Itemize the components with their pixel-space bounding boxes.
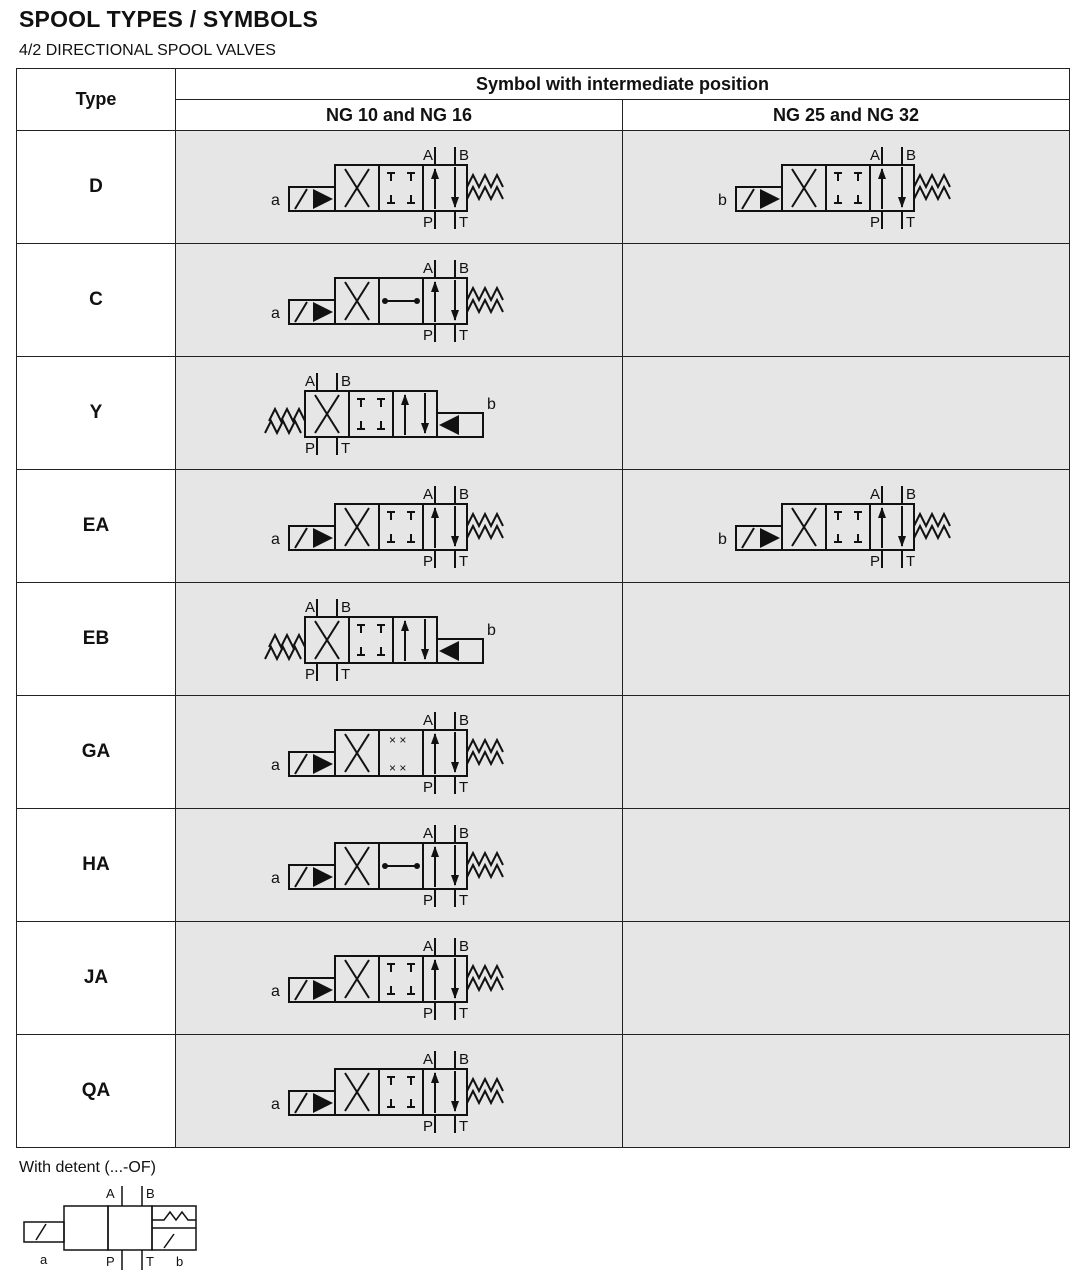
valve-symbol-icon: [259, 589, 539, 689]
spool-type-cell: GA: [17, 696, 176, 809]
table-row: [17, 696, 1070, 809]
spool-type-cell: Y: [17, 357, 176, 470]
solenoid-label: b: [718, 192, 727, 209]
spool-type-cell: HA: [17, 809, 176, 922]
svg-text:T: T: [906, 214, 916, 231]
valve-symbol-icon: [706, 476, 986, 576]
detent-label: With detent (...-OF): [19, 1159, 156, 1176]
svg-text:T: T: [341, 666, 351, 683]
spool-table-body: [17, 131, 1070, 1148]
page-title: SPOOL TYPES / SYMBOLS: [19, 6, 318, 32]
page-subtitle: 4/2 DIRECTIONAL SPOOL VALVES: [19, 42, 276, 59]
valve-symbol-icon: [259, 363, 539, 463]
svg-text:a: a: [40, 1252, 48, 1267]
solenoid-label: a: [271, 870, 280, 887]
svg-text:T: T: [459, 1005, 469, 1022]
svg-text:b: b: [176, 1254, 184, 1269]
col-header-ng10: NG 10 and NG 16: [176, 100, 623, 131]
symbol-ng10-cell: [176, 696, 623, 809]
svg-text:P: P: [423, 327, 434, 344]
svg-text:A: A: [305, 599, 316, 616]
svg-text:× ×: × ×: [389, 761, 407, 775]
symbol-ng10-cell: [176, 809, 623, 922]
svg-text:T: T: [341, 440, 351, 457]
svg-text:× ×: × ×: [389, 733, 407, 747]
svg-text:B: B: [459, 1051, 470, 1068]
symbol-ng25-cell: [623, 244, 1070, 357]
valve-symbol-icon: [259, 250, 539, 350]
type-header: Type: [17, 69, 176, 131]
table-row: [17, 583, 1070, 696]
svg-text:P: P: [870, 214, 881, 231]
symbol-ng25-cell: [623, 583, 1070, 696]
svg-text:P: P: [423, 779, 434, 796]
valve-symbol-icon: [259, 928, 539, 1028]
svg-text:B: B: [459, 712, 470, 729]
symbol-ng25-cell: [623, 357, 1070, 470]
svg-text:T: T: [459, 779, 469, 796]
svg-text:A: A: [423, 147, 434, 164]
svg-text:P: P: [423, 1118, 434, 1135]
spool-type-cell: QA: [17, 1035, 176, 1148]
svg-text:A: A: [870, 486, 881, 503]
svg-text:A: A: [423, 486, 434, 503]
symbol-ng10-cell: [176, 1035, 623, 1148]
symbol-ng10-cell: [176, 583, 623, 696]
table-row: [17, 470, 1070, 583]
svg-text:A: A: [423, 1051, 434, 1068]
svg-text:A: A: [423, 712, 434, 729]
svg-text:T: T: [906, 553, 916, 570]
spool-type-cell: EB: [17, 583, 176, 696]
spool-table: [16, 68, 1070, 1148]
valve-symbol-icon: [259, 702, 539, 802]
detent-valve-icon: [14, 1182, 214, 1272]
svg-text:A: A: [106, 1186, 115, 1201]
svg-text:B: B: [906, 147, 917, 164]
svg-text:T: T: [459, 214, 469, 231]
symbol-ng25-cell: [623, 809, 1070, 922]
solenoid-label: a: [271, 757, 280, 774]
svg-text:T: T: [459, 327, 469, 344]
svg-text:B: B: [146, 1186, 155, 1201]
symbol-ng25-cell: [623, 1035, 1070, 1148]
svg-text:T: T: [459, 1118, 469, 1135]
spool-type-cell: JA: [17, 922, 176, 1035]
svg-text:B: B: [459, 486, 470, 503]
svg-text:B: B: [341, 373, 352, 390]
table-row: [17, 922, 1070, 1035]
svg-text:B: B: [459, 260, 470, 277]
svg-text:B: B: [906, 486, 917, 503]
svg-text:B: B: [459, 938, 470, 955]
valve-symbol-icon: [259, 1041, 539, 1141]
symbol-ng10-cell: [176, 922, 623, 1035]
valve-symbol-icon: [259, 815, 539, 915]
svg-text:P: P: [870, 553, 881, 570]
svg-text:B: B: [459, 825, 470, 842]
solenoid-label: b: [487, 396, 496, 413]
col-header-ng25: NG 25 and NG 32: [623, 100, 1070, 131]
svg-text:A: A: [423, 260, 434, 277]
solenoid-label: a: [271, 305, 280, 322]
svg-text:P: P: [106, 1254, 115, 1269]
valve-symbol-icon: [259, 137, 539, 237]
svg-text:A: A: [423, 938, 434, 955]
solenoid-label: a: [271, 1096, 280, 1113]
svg-text:A: A: [870, 147, 881, 164]
spool-type-cell: EA: [17, 470, 176, 583]
table-row: [17, 131, 1070, 244]
table-row: [17, 244, 1070, 357]
table-row: [17, 809, 1070, 922]
svg-text:P: P: [305, 440, 316, 457]
svg-text:T: T: [459, 553, 469, 570]
svg-text:P: P: [423, 553, 434, 570]
symbol-ng10-cell: [176, 244, 623, 357]
svg-text:B: B: [459, 147, 470, 164]
svg-text:P: P: [305, 666, 316, 683]
symbol-ng25-cell: [623, 470, 1070, 583]
solenoid-label: b: [487, 622, 496, 639]
symbol-ng10-cell: [176, 357, 623, 470]
svg-text:P: P: [423, 1005, 434, 1022]
symbol-group-header: Symbol with intermediate position: [176, 69, 1070, 100]
symbol-ng25-cell: [623, 131, 1070, 244]
solenoid-label: a: [271, 531, 280, 548]
valve-symbol-icon: [259, 476, 539, 576]
spool-type-cell: D: [17, 131, 176, 244]
symbol-ng25-cell: [623, 696, 1070, 809]
valve-symbol-icon: [706, 137, 986, 237]
svg-text:P: P: [423, 892, 434, 909]
symbol-ng10-cell: [176, 131, 623, 244]
spool-type-cell: C: [17, 244, 176, 357]
symbol-ng25-cell: [623, 922, 1070, 1035]
svg-text:A: A: [305, 373, 316, 390]
svg-text:T: T: [459, 892, 469, 909]
table-row: [17, 357, 1070, 470]
svg-text:B: B: [341, 599, 352, 616]
svg-text:P: P: [423, 214, 434, 231]
solenoid-label: a: [271, 983, 280, 1000]
table-row: [17, 1035, 1070, 1148]
svg-text:T: T: [146, 1254, 154, 1269]
solenoid-label: b: [718, 531, 727, 548]
solenoid-label: a: [271, 192, 280, 209]
detent-symbol: [14, 1182, 214, 1277]
symbol-ng10-cell: [176, 470, 623, 583]
svg-text:A: A: [423, 825, 434, 842]
